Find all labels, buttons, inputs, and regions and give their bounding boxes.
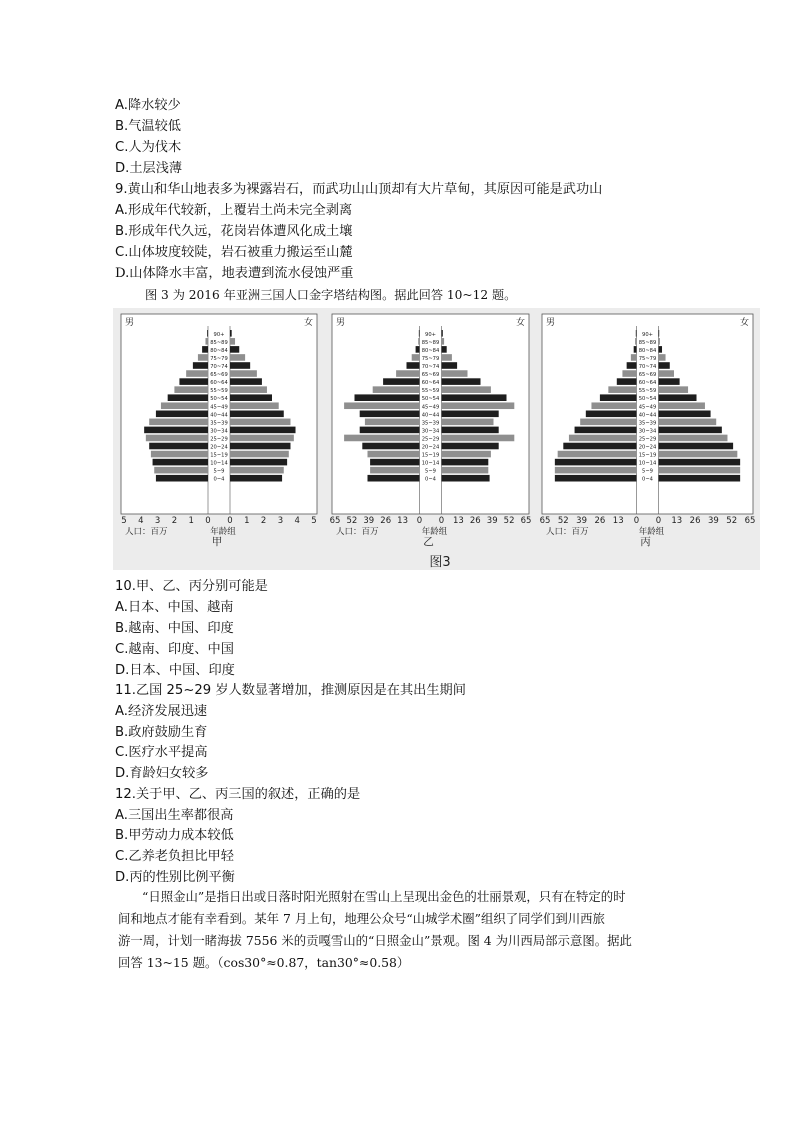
age-group-label: 20~24 — [638, 444, 657, 451]
x-tick-label: 0 — [416, 516, 423, 526]
female-bar — [659, 386, 689, 393]
male-bar — [396, 370, 419, 377]
age-group-label: 35~39 — [638, 420, 657, 427]
x-tick-label: 1 — [244, 516, 250, 526]
pyramids-group — [121, 314, 755, 548]
female-bar — [230, 386, 267, 393]
male-bar — [193, 362, 208, 369]
age-axis-label: 年龄组 — [421, 527, 448, 537]
age-group-label: 5~9 — [425, 468, 436, 475]
x-tick-label: 26 — [689, 516, 701, 526]
female-bar — [230, 330, 232, 337]
female-bar — [230, 467, 284, 474]
female-bar — [230, 354, 245, 361]
female-bar — [442, 338, 445, 345]
q11-option-d: D.育龄妇女较多 — [115, 766, 209, 781]
male-bar — [205, 338, 208, 345]
x-tick-label: 1 — [188, 516, 194, 526]
female-bar — [659, 475, 741, 482]
female-bar — [442, 394, 507, 401]
x-tick-label: 2 — [171, 516, 178, 526]
age-group-label: 0~4 — [642, 476, 653, 483]
male-bar — [344, 402, 419, 409]
q8-option-b: B.气温较低 — [115, 119, 181, 134]
q12-option-b: B.甲劳动力成本较低 — [115, 828, 234, 843]
age-group-label: 90+ — [425, 331, 436, 338]
q8-option-c: C.人为伐木 — [115, 140, 182, 155]
male-bar — [174, 386, 208, 393]
age-group-label: 85~89 — [210, 339, 228, 346]
female-bar — [230, 362, 250, 369]
age-group-label: 35~39 — [421, 420, 440, 427]
age-group-label: 70~74 — [638, 364, 657, 370]
x-tick-label: 3 — [154, 516, 161, 526]
age-axis-label: 年龄组 — [210, 527, 236, 537]
q12-option-c: C.乙养老负担比甲轻 — [115, 849, 234, 864]
female-bar — [230, 411, 284, 418]
female-bar — [230, 427, 296, 434]
fig3-intro: 图 3 为 2016 年亚洲三国人口金字塔结构图。据此回答 10~12 题。 — [145, 288, 517, 302]
male-bar — [179, 378, 208, 385]
x-tick-label: 39 — [707, 516, 719, 526]
male-bar — [635, 338, 636, 345]
x-tick-label: 65 — [520, 516, 532, 526]
female-bar — [659, 411, 711, 418]
age-group-label: 10~14 — [421, 460, 440, 467]
x-tick-label: 13 — [671, 516, 683, 526]
population-unit-label: 人口：百万 — [125, 527, 168, 537]
female-bar — [659, 362, 670, 369]
age-group-label: 5~9 — [213, 468, 225, 475]
male-bar — [151, 451, 208, 458]
age-group-label: 80~84 — [421, 347, 440, 354]
pyramid-2 — [330, 314, 532, 548]
male-bar — [412, 354, 420, 361]
male-bar — [419, 330, 420, 337]
female-bar — [442, 386, 491, 393]
female-label: 女 — [303, 318, 313, 328]
age-axis-label: 年龄组 — [638, 527, 665, 537]
male-bar — [168, 394, 208, 401]
x-tick-label: 5 — [311, 516, 317, 526]
female-bar — [442, 402, 515, 409]
x-tick-label: 52 — [503, 516, 515, 526]
age-group-label: 15~19 — [638, 452, 657, 459]
age-group-label: 30~34 — [421, 428, 440, 435]
q11-option-c: C.医疗水平提高 — [115, 745, 208, 760]
x-tick-label: 26 — [380, 516, 392, 526]
male-bar — [383, 378, 419, 385]
age-group-label: 0~4 — [425, 476, 436, 483]
female-bar — [442, 354, 452, 361]
female-bar — [230, 370, 257, 377]
male-bar — [156, 475, 208, 482]
female-bar — [230, 378, 262, 385]
age-group-label: 30~34 — [638, 428, 657, 435]
x-tick-label: 0 — [655, 516, 662, 526]
female-bar — [442, 362, 458, 369]
q12-stem: 12.关于甲、乙、丙三国的叙述，正确的是 — [115, 787, 361, 802]
female-bar — [442, 419, 494, 426]
q10-option-b: B.越南、中国、印度 — [115, 621, 234, 636]
female-bar — [442, 330, 443, 337]
x-tick-label: 26 — [469, 516, 481, 526]
male-bar — [146, 435, 208, 442]
male-bar — [355, 394, 420, 401]
x-tick-label: 65 — [539, 516, 551, 526]
male-bar — [555, 459, 637, 466]
male-bar — [555, 467, 637, 474]
female-bar — [659, 402, 705, 409]
female-bar — [442, 459, 489, 466]
x-tick-label: 26 — [594, 516, 606, 526]
male-bar — [586, 411, 637, 418]
x-tick-label: 65 — [744, 516, 756, 526]
female-bar — [230, 402, 279, 409]
intro-line-3: 游一周，计划一睹海拔 7556 米的贡嘎雪山的“日照金山”景观。图 4 为川西局部示意图。据此 — [118, 933, 632, 948]
age-group-label: 75~79 — [421, 355, 440, 362]
q9-option-d: D.山体降水丰富，地表遭到流水侵蚀严重 — [115, 266, 354, 281]
male-bar — [370, 459, 419, 466]
male-bar — [161, 402, 208, 409]
age-group-label: 65~69 — [210, 372, 228, 379]
male-bar — [373, 386, 420, 393]
q11-option-b: B.政府鼓励生育 — [115, 725, 208, 740]
male-bar — [370, 467, 419, 474]
q11-option-a: A.经济发展迅速 — [115, 704, 208, 719]
female-bar — [659, 354, 666, 361]
x-tick-label: 13 — [397, 516, 409, 526]
age-group-label: 50~54 — [421, 396, 440, 403]
age-group-label: 30~34 — [210, 428, 228, 435]
age-group-label: 85~89 — [638, 339, 657, 346]
age-group-label: 5~9 — [642, 468, 653, 475]
male-bar — [154, 467, 208, 474]
x-tick-label: 65 — [329, 516, 341, 526]
population-unit-label: 人口：百万 — [336, 527, 379, 537]
q8-option-d: D.土层浅薄 — [115, 161, 183, 176]
female-bar — [230, 419, 290, 426]
female-bar — [659, 346, 663, 353]
male-bar — [144, 427, 208, 434]
male-bar — [600, 394, 637, 401]
age-group-label: 40~44 — [210, 412, 228, 419]
q10-option-a: A.日本、中国、越南 — [115, 600, 234, 615]
male-bar — [636, 330, 637, 337]
age-group-label: 55~59 — [210, 388, 228, 395]
x-tick-label: 2 — [260, 516, 267, 526]
age-group-label: 45~49 — [421, 404, 440, 411]
figure-caption: 图3 — [429, 555, 451, 570]
age-group-label: 20~24 — [210, 444, 228, 451]
male-bar — [555, 475, 637, 482]
female-bar — [230, 443, 290, 450]
age-group-label: 70~74 — [210, 364, 228, 370]
age-group-label: 75~79 — [638, 355, 657, 362]
male-bar — [631, 354, 637, 361]
age-group-label: 55~59 — [638, 388, 657, 395]
intro-line-4: 回答 13~15 题。（cos30°≈0.87，tan30°≈0.58） — [118, 955, 410, 970]
q9-option-a: A.形成年代较新，上覆岩土尚未完全剥离 — [115, 203, 353, 218]
female-bar — [659, 467, 741, 474]
male-bar — [569, 435, 637, 442]
age-group-label: 45~49 — [210, 404, 228, 411]
female-bar — [442, 475, 490, 482]
male-bar — [368, 475, 420, 482]
population-pyramid-figure — [113, 308, 760, 570]
male-bar — [360, 427, 420, 434]
intro-line-2: 间和地点才能有幸看到。某年 7 月上旬，地理公众号“山城学术圈”组织了同学们到川西旅 — [118, 911, 605, 926]
age-group-label: 10~14 — [638, 460, 657, 467]
age-group-label: 10~14 — [210, 460, 228, 467]
female-bar — [659, 338, 660, 345]
x-tick-label: 39 — [486, 516, 498, 526]
male-bar — [575, 427, 637, 434]
female-bar — [659, 330, 660, 337]
female-bar — [659, 451, 738, 458]
male-label: 男 — [336, 318, 346, 328]
female-bar — [659, 435, 728, 442]
q9-option-b: B.形成年代久远，花岗岩体遭风化成土壤 — [115, 224, 353, 239]
female-bar — [230, 459, 287, 466]
q10-option-c: C.越南、印度、中国 — [115, 642, 234, 657]
population-pyramids-svg — [113, 308, 760, 570]
age-group-label: 50~54 — [210, 396, 228, 403]
male-bar — [198, 354, 208, 361]
female-bar — [442, 427, 499, 434]
female-bar — [442, 370, 468, 377]
male-bar — [418, 338, 419, 345]
male-bar — [202, 346, 208, 353]
age-group-label: 40~44 — [638, 412, 657, 419]
male-bar — [622, 370, 636, 377]
age-group-label: 50~54 — [638, 396, 657, 403]
x-tick-label: 13 — [612, 516, 624, 526]
q12-option-a: A.三国出生率都很高 — [115, 808, 234, 823]
female-bar — [659, 419, 717, 426]
age-group-label: 70~74 — [421, 364, 440, 370]
age-group-label: 45~49 — [638, 404, 657, 411]
male-bar — [608, 386, 636, 393]
age-group-label: 15~19 — [421, 452, 440, 459]
q9-stem: 9.黄山和华山地表多为裸露岩石，而武功山山顶却有大片草甸，其原因可能是武功山 — [115, 182, 603, 197]
female-bar — [659, 443, 734, 450]
x-tick-label: 4 — [138, 516, 144, 526]
male-bar — [344, 435, 419, 442]
male-bar — [563, 443, 636, 450]
female-bar — [230, 394, 272, 401]
male-bar — [153, 459, 208, 466]
pyramid-3 — [540, 314, 756, 548]
female-label: 女 — [739, 318, 749, 328]
female-bar — [442, 467, 489, 474]
x-tick-label: 52 — [726, 516, 738, 526]
male-bar — [368, 451, 420, 458]
female-bar — [442, 378, 481, 385]
x-tick-label: 0 — [205, 516, 211, 526]
age-group-label: 25~29 — [210, 436, 228, 443]
pyramid-1 — [121, 314, 317, 548]
pyramid-country-label: 甲 — [211, 536, 223, 548]
female-bar — [442, 435, 515, 442]
male-label: 男 — [546, 318, 556, 328]
female-bar — [659, 427, 722, 434]
q12-option-d: D.丙的性别比例平衡 — [115, 870, 235, 885]
q8-option-a: A.降水较少 — [115, 98, 181, 113]
male-bar — [365, 419, 420, 426]
female-bar — [659, 459, 741, 466]
female-bar — [442, 451, 491, 458]
male-bar — [207, 330, 208, 337]
female-bar — [442, 411, 499, 418]
age-group-label: 55~59 — [421, 388, 440, 395]
female-label: 女 — [515, 318, 525, 328]
age-group-label: 25~29 — [638, 436, 657, 443]
x-tick-label: 0 — [633, 516, 640, 526]
age-group-label: 85~89 — [421, 339, 440, 346]
age-group-label: 80~84 — [638, 347, 657, 354]
age-group-label: 25~29 — [421, 436, 440, 443]
male-bar — [591, 402, 636, 409]
female-bar — [442, 346, 447, 353]
x-tick-label: 52 — [346, 516, 358, 526]
male-bar — [617, 378, 637, 385]
x-tick-label: 3 — [277, 516, 284, 526]
x-tick-label: 0 — [438, 516, 445, 526]
male-bar — [634, 346, 637, 353]
female-bar — [659, 370, 674, 377]
age-group-label: 60~64 — [210, 380, 228, 387]
x-tick-label: 39 — [363, 516, 375, 526]
age-group-label: 80~84 — [210, 347, 228, 354]
x-tick-label: 39 — [576, 516, 588, 526]
age-group-label: 40~44 — [421, 412, 440, 419]
female-bar — [230, 435, 294, 442]
male-bar — [156, 411, 208, 418]
pyramid-country-label: 乙 — [423, 536, 434, 548]
age-group-label: 0~4 — [213, 476, 225, 483]
male-bar — [149, 443, 208, 450]
male-bar — [360, 411, 420, 418]
age-group-label: 35~39 — [210, 420, 228, 427]
age-group-label: 20~24 — [421, 444, 440, 451]
age-group-label: 65~69 — [421, 372, 440, 379]
age-group-label: 90+ — [213, 331, 225, 338]
age-group-label: 60~64 — [421, 380, 440, 387]
x-tick-label: 52 — [557, 516, 569, 526]
male-bar — [558, 451, 637, 458]
female-bar — [230, 475, 282, 482]
male-label: 男 — [125, 318, 135, 328]
female-bar — [230, 451, 289, 458]
male-bar — [627, 362, 637, 369]
male-bar — [416, 346, 420, 353]
q10-stem: 10.甲、乙、丙分别可能是 — [115, 579, 268, 594]
x-tick-label: 13 — [452, 516, 464, 526]
male-bar — [149, 419, 208, 426]
intro-line-1: “日照金山”是指日出或日落时阳光照射在雪山上呈现出金色的壮丽景观，只有在特定的时 — [142, 889, 626, 904]
q9-option-c: C.山体坡度较陡，岩石被重力搬运至山麓 — [115, 245, 353, 260]
q10-option-d: D.日本、中国、印度 — [115, 663, 235, 678]
female-bar — [230, 338, 235, 345]
age-group-label: 60~64 — [638, 380, 657, 387]
male-bar — [580, 419, 636, 426]
female-bar — [442, 443, 499, 450]
x-tick-label: 0 — [227, 516, 233, 526]
female-bar — [659, 378, 680, 385]
q11-stem: 11.乙国 25~29 岁人数显著增加，推测原因是在其出生期间 — [115, 683, 466, 698]
age-group-label: 65~69 — [638, 372, 657, 379]
male-bar — [186, 370, 208, 377]
age-group-label: 90+ — [642, 331, 653, 338]
age-group-label: 75~79 — [210, 355, 228, 362]
male-bar — [362, 443, 419, 450]
pyramid-country-label: 丙 — [640, 536, 651, 548]
age-group-label: 15~19 — [210, 452, 228, 459]
female-bar — [230, 346, 239, 353]
female-bar — [659, 394, 697, 401]
population-unit-label: 人口：百万 — [546, 527, 589, 537]
intro-paragraph — [118, 886, 748, 974]
x-tick-label: 4 — [294, 516, 300, 526]
x-tick-label: 5 — [121, 516, 127, 526]
male-bar — [407, 362, 420, 369]
